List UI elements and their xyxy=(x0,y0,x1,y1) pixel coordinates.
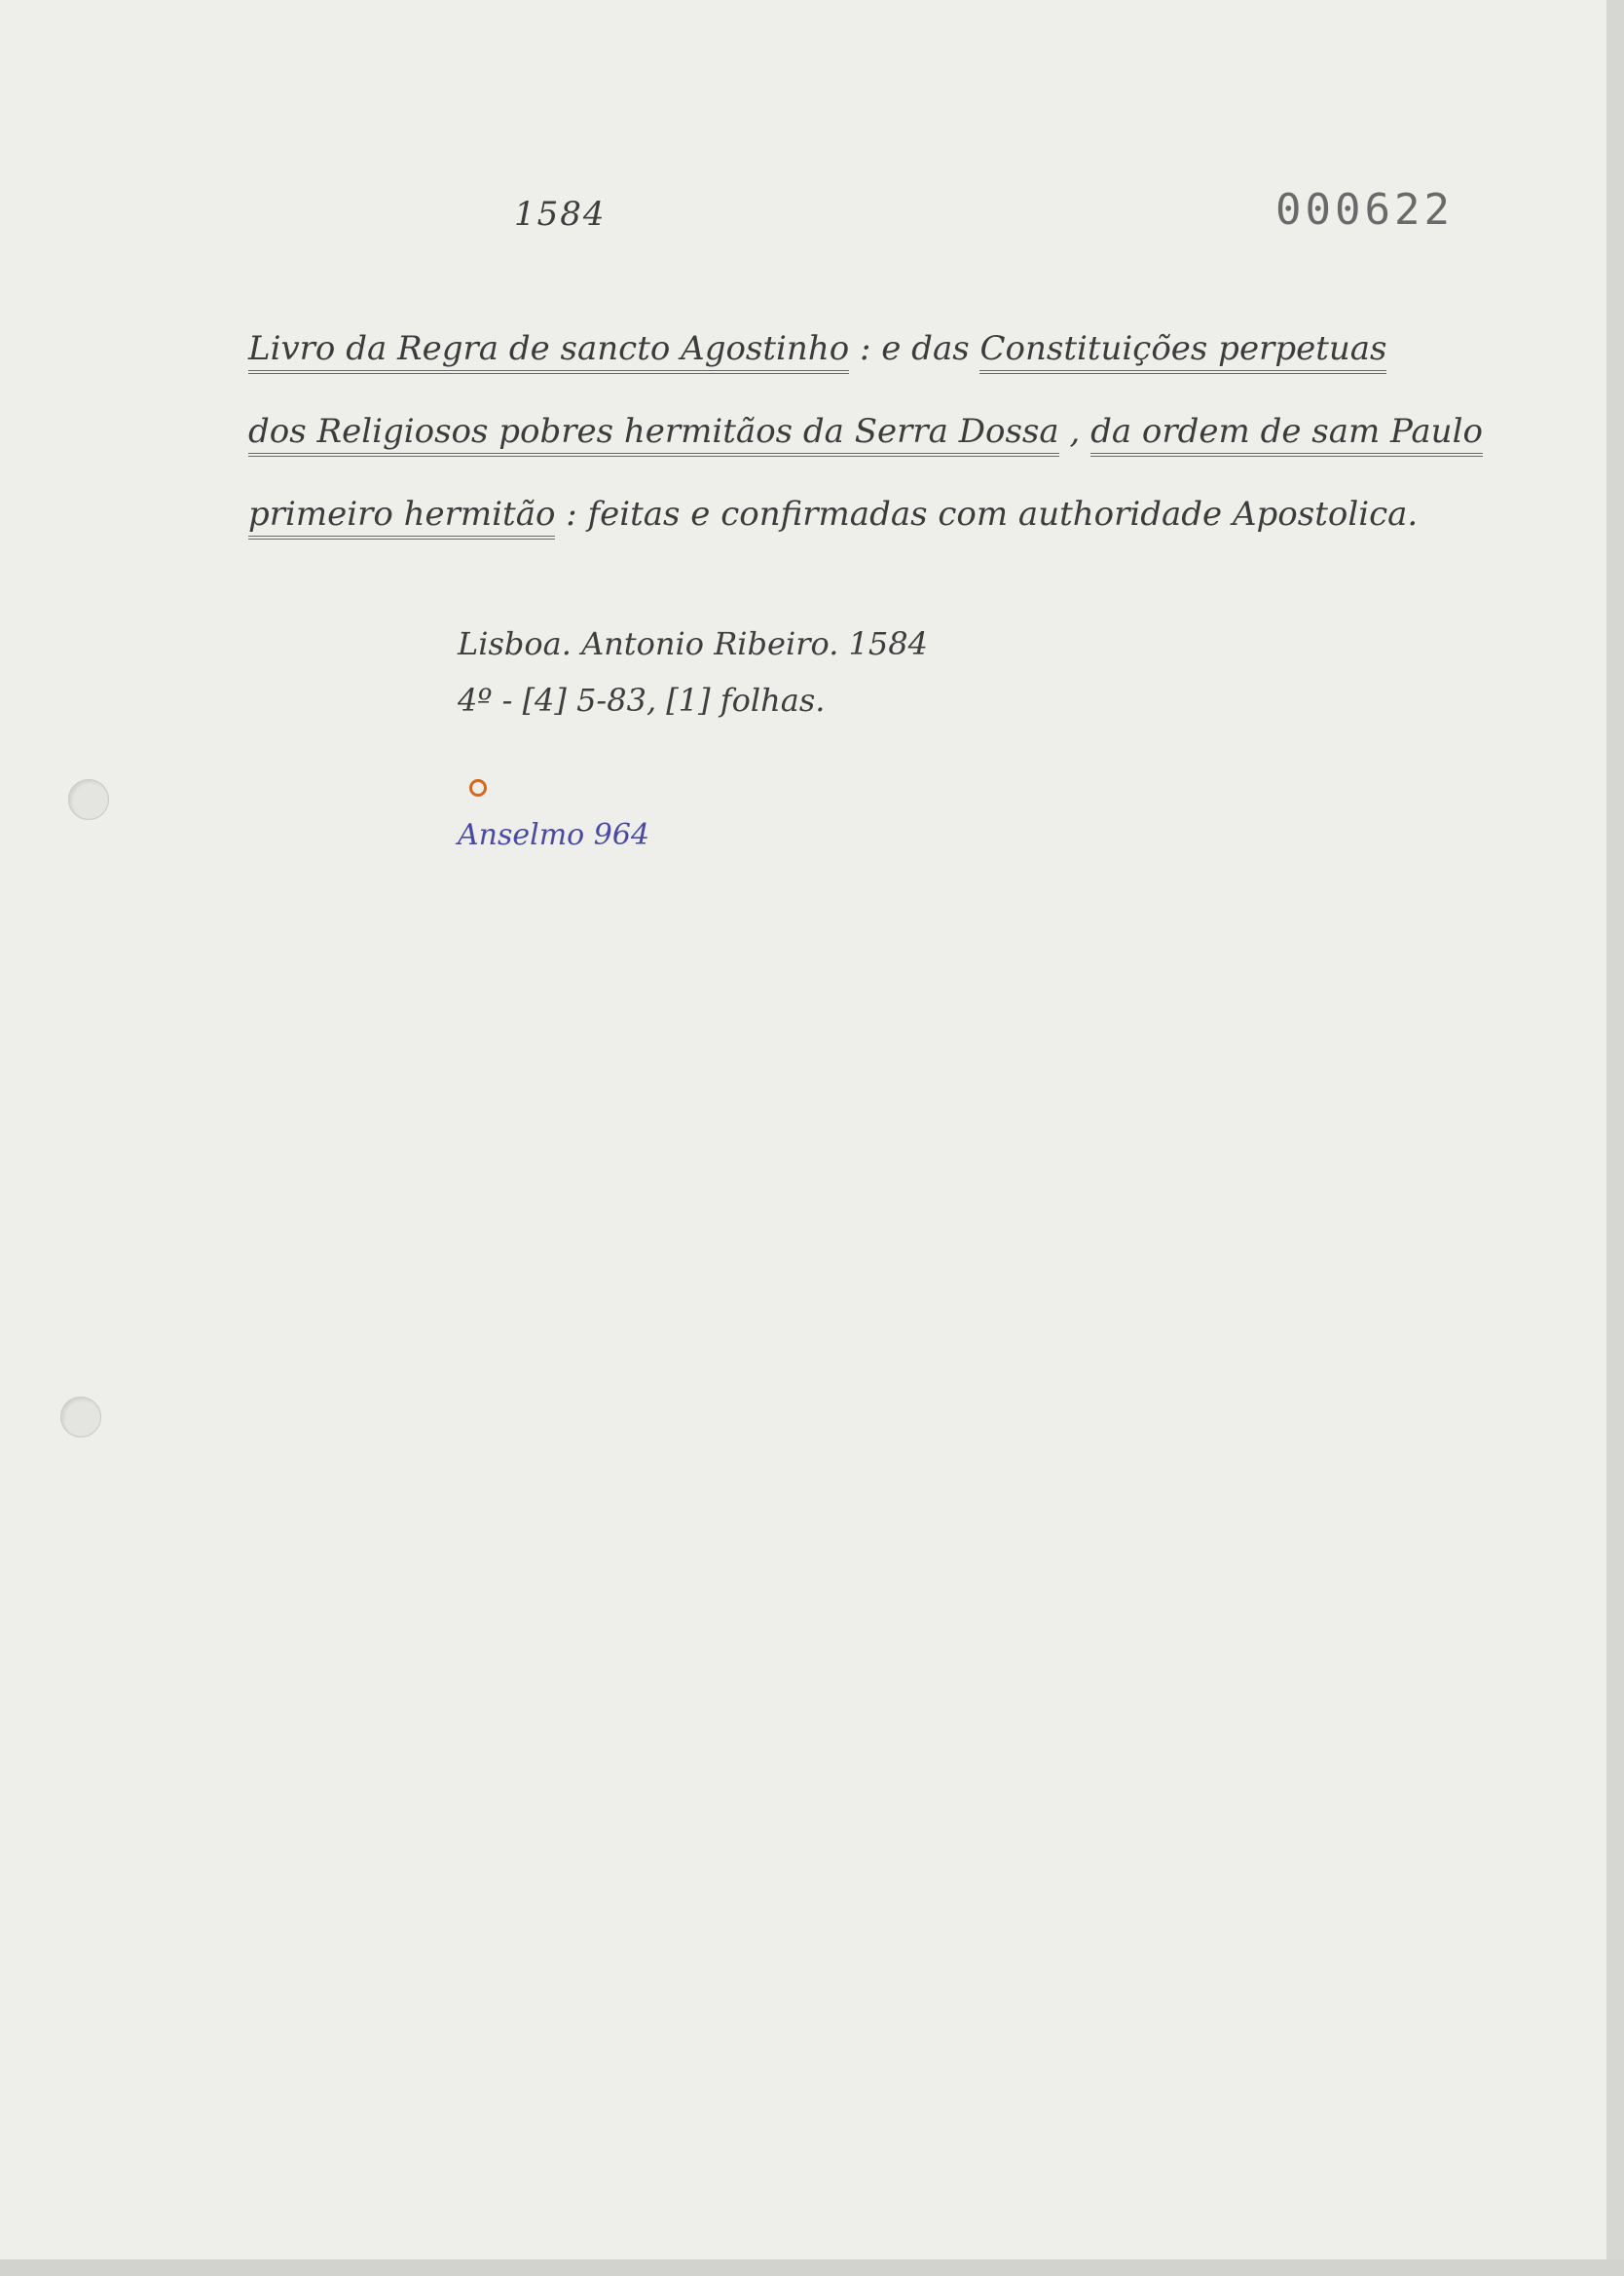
stamp-number: 000622 xyxy=(1275,185,1454,235)
red-circle-mark-icon xyxy=(469,779,487,797)
title-line-1-part-3: Constituições perpetuas xyxy=(979,329,1386,374)
punch-hole-bottom xyxy=(60,1397,101,1437)
title-line-2-part-1: dos Religiosos pobres hermitãos da Serra Dossa xyxy=(248,412,1059,457)
title-line-2 xyxy=(248,412,1483,451)
title-line-3 xyxy=(248,495,1418,534)
title-line-3-part-1: primeiro hermitão xyxy=(248,495,555,540)
title-line-2-part-2: , xyxy=(1058,412,1091,451)
bottom-edge-shadow xyxy=(0,2259,1624,2276)
title-line-3-part-2: : feitas e confirmadas com authoridade Apostolica. xyxy=(555,495,1419,534)
title-line-2-part-3: da ordem de sam Paulo xyxy=(1090,412,1483,457)
title-line-1-part-1: Livro da Regra de sancto Agostinho xyxy=(248,329,849,374)
bibliographic-reference: Anselmo 964 xyxy=(458,818,650,852)
title-line-1-part-2: : e das xyxy=(849,329,980,368)
right-edge-shadow xyxy=(1606,0,1624,2276)
title-line-1 xyxy=(248,329,1386,368)
imprint-collation: 4º - [4] 5-83, [1] folhas. xyxy=(458,682,826,719)
catalog-year: 1584 xyxy=(514,195,607,234)
imprint-place-publisher: Lisboa. Antonio Ribeiro. 1584 xyxy=(458,625,928,662)
punch-hole-top xyxy=(68,779,109,820)
